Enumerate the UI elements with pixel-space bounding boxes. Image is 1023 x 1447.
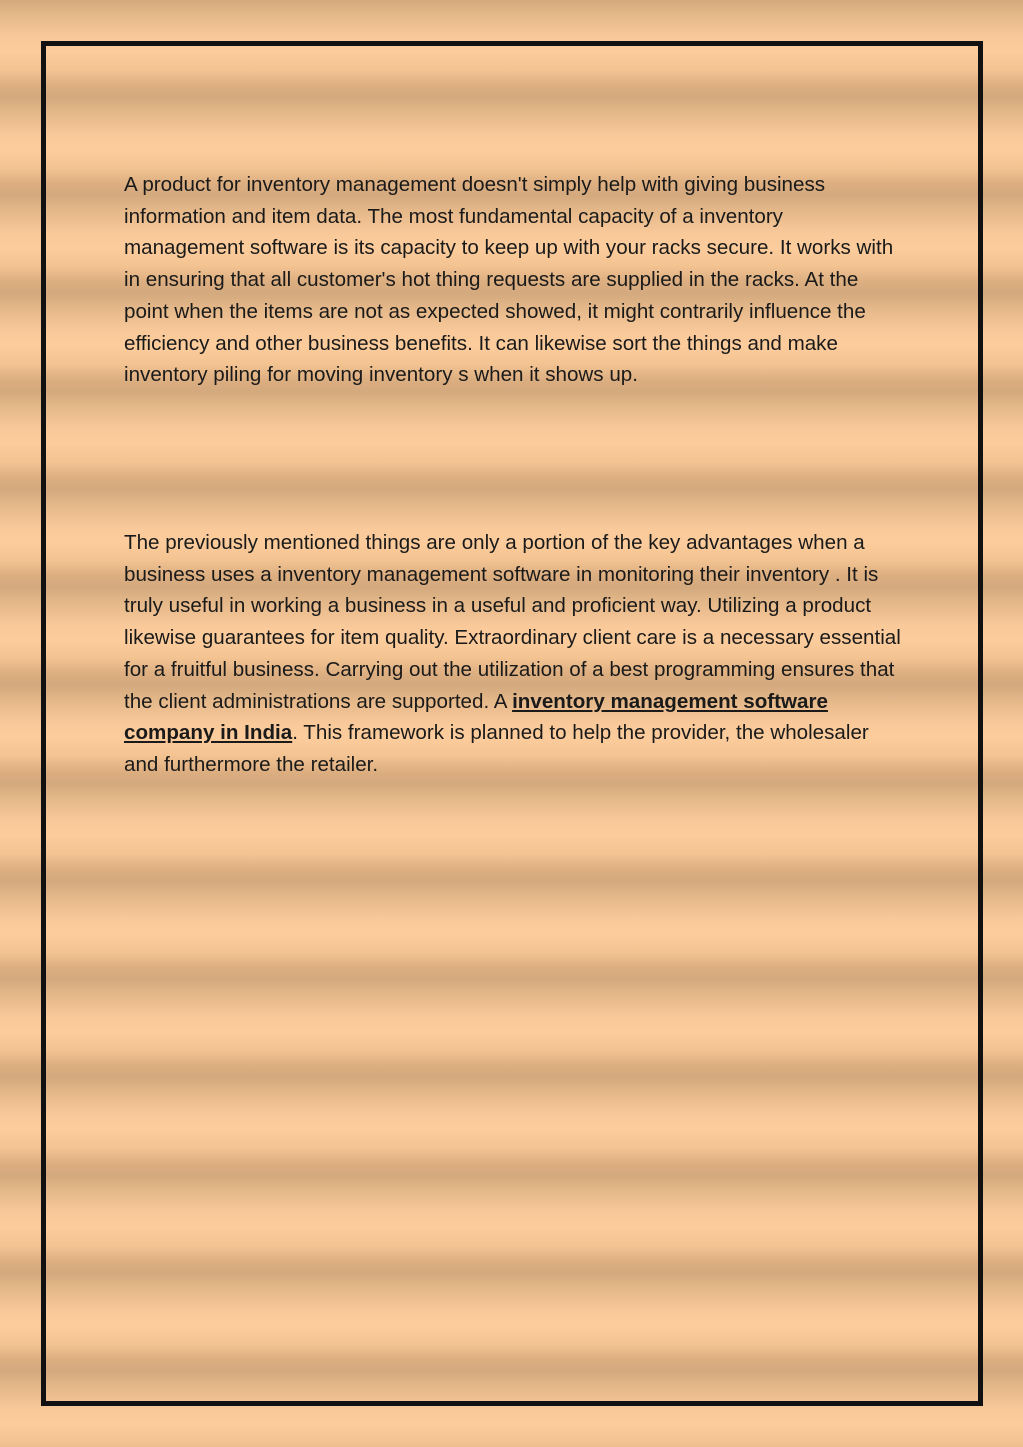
inventory-software-company-link[interactable]: inventory management software company in India [124, 689, 828, 745]
paragraph-2 [124, 527, 904, 781]
paragraph-2-text-after-link: . This framework is planned to help the provider, the wholesaler and furthermore the retailer. [124, 721, 869, 776]
paragraph-2-text-before-link: The previously mentioned things are only a portion of the key advantages when a business uses a inventory management software in monitoring their inventory . It is truly useful in working a business in a useful and proficient way. Utilizing a product likewise guarantees for item quality. Extraordinary client care is a necessary essential for a fruitful business. Carrying out the utilization of a best programming ensures that the client administrations are supported. A [124, 531, 901, 713]
paragraph-1: A product for inventory management doesn't simply help with giving business information and item data. The most fundamental capacity of a inventory management software is its capacity to keep up with your racks secure. It works with in ensuring that all customer's hot thing requests are supplied in the racks. At the point when the items are not as expected showed, it might contrarily influence the efficiency and other business benefits. It can likewise sort the things and make inventory piling for moving inventory s when it shows up. [124, 173, 894, 387]
